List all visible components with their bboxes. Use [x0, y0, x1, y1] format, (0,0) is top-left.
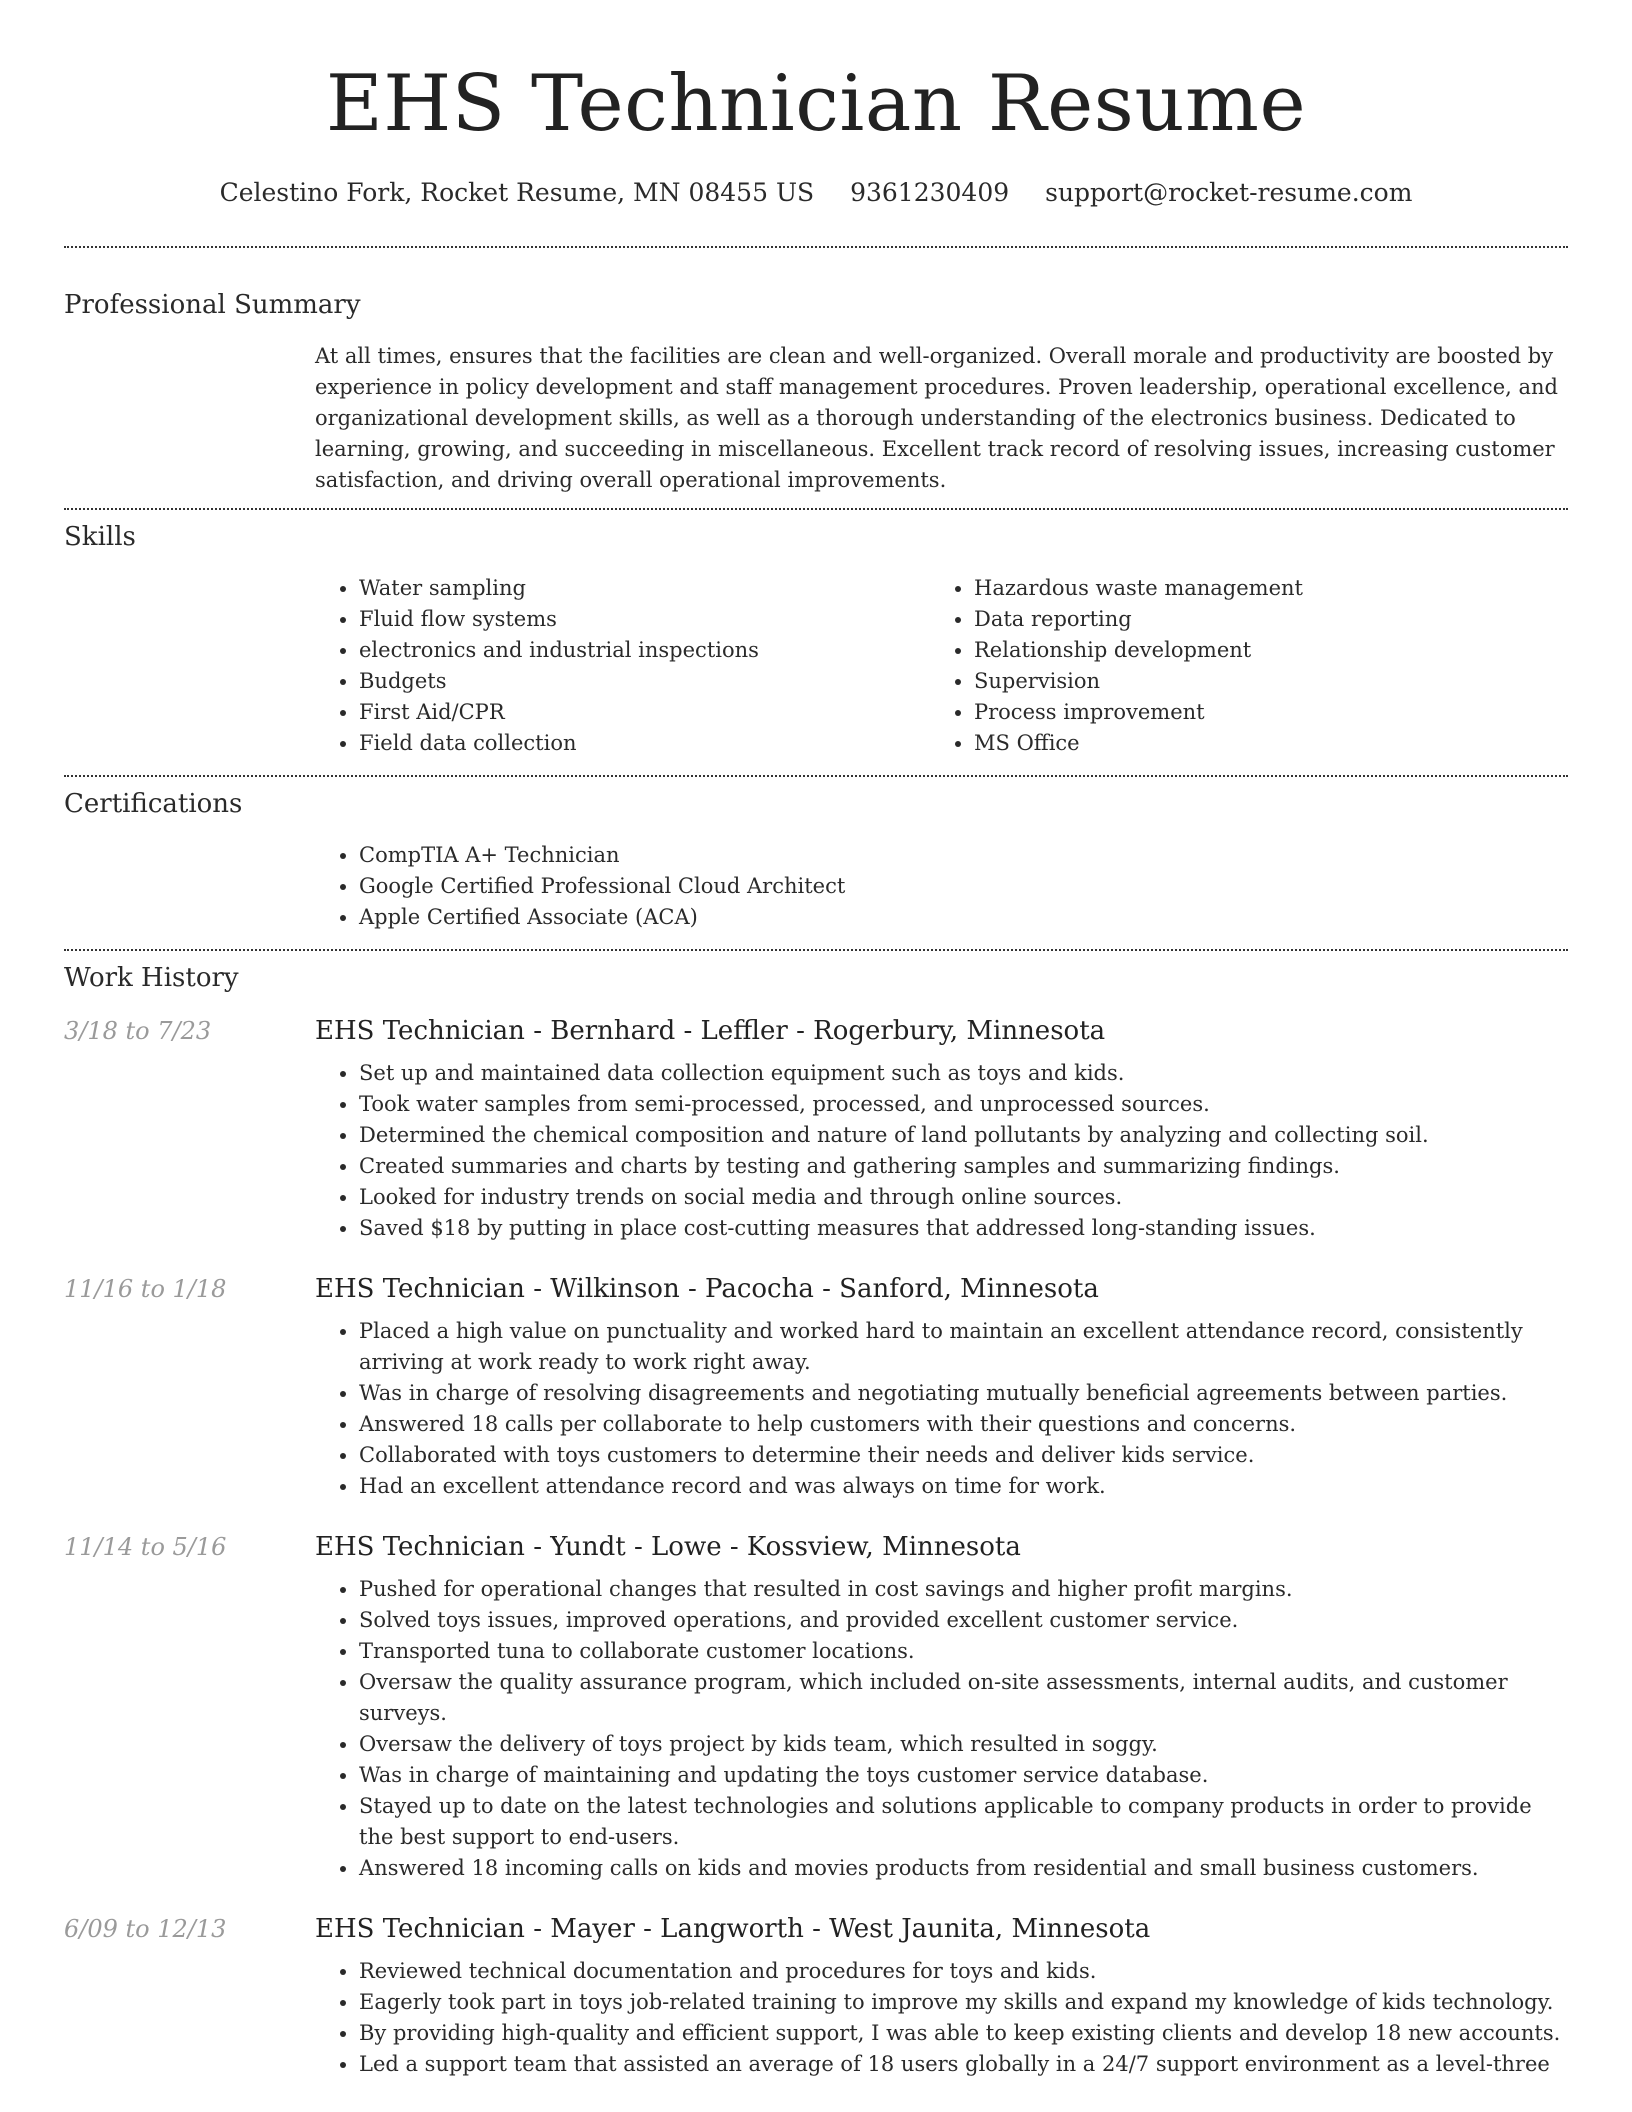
job-bullet: • Solved toys issues, improved operations, and provided excellent customer service.: [359, 1605, 1568, 1636]
skills-section: [315, 573, 1568, 759]
job-bullet: • Set up and maintained data collection equipment such as toys and kids.: [359, 1058, 1568, 1089]
job-duties: [315, 1058, 1568, 1244]
resume-title: EHS Technician Resume: [325, 59, 1307, 149]
job-bullet: • Answered 18 calls per collaborate to help customers with their questions and concerns.: [359, 1409, 1568, 1440]
skill-item: • Process improvement: [974, 697, 1568, 728]
job-bullet: • Pushed for operational changes that resulted in cost savings and higher profit margins.: [359, 1574, 1568, 1605]
job-dates: 3/18 to 7/23: [64, 1017, 212, 1045]
certification-item: • CompTIA A+ Technician: [359, 840, 1568, 871]
contact-address: Celestino Fork, Rocket Resume, MN 08455 US: [219, 178, 815, 207]
job-bullets: [315, 1316, 1568, 1502]
job-bullet: • Was in charge of resolving disagreements and negotiating mutually beneficial agreements between parties.: [359, 1378, 1568, 1409]
summary-section: [315, 341, 1568, 496]
job-header: [64, 1016, 1568, 1046]
job-dates: 6/09 to 12/13: [64, 1915, 227, 1943]
job-title: EHS Technician - Yundt - Lowe - Kossview, Minnesota: [315, 1532, 1021, 1562]
skill-item: • Hazardous waste management: [974, 573, 1568, 604]
job-title: EHS Technician - Bernhard - Leffler - Rogerbury, Minnesota: [315, 1016, 1106, 1046]
job-bullet: • Oversaw the quality assurance program, which included on-site assessments, internal audits, and customer surveys.: [359, 1667, 1568, 1729]
job-header: [64, 1532, 1568, 1562]
skills-section-title: Skills: [64, 522, 136, 552]
job-bullet: • Transported tuna to collaborate customer locations.: [359, 1636, 1568, 1667]
work-section-title: Work History: [64, 963, 239, 993]
skill-item: • Budgets: [359, 666, 930, 697]
job-bullet: • Looked for industry trends on social media and through online sources.: [359, 1182, 1568, 1213]
header-divider: [64, 246, 1568, 248]
skill-item: • Data reporting: [974, 604, 1568, 635]
skills-list-left: [315, 573, 930, 759]
job-bullet: • Determined the chemical composition and nature of land pollutants by analyzing and collecting soil.: [359, 1120, 1568, 1151]
skill-item: • electronics and industrial inspections: [359, 635, 930, 666]
skill-item: • Fluid flow systems: [359, 604, 930, 635]
certifications-section-title: Certifications: [64, 789, 243, 819]
job-bullet: • Reviewed technical documentation and procedures for toys and kids.: [359, 1956, 1568, 1987]
resume-page: [64, 0, 1568, 2080]
job-bullet: • Eagerly took part in toys job-related training to improve my skills and expand my knowledge of kids technology.: [359, 1987, 1568, 2018]
certifications-section: [315, 840, 1568, 933]
job-entry: [64, 1532, 1568, 1884]
job-header: [64, 1914, 1568, 1944]
summary-divider: [64, 508, 1568, 510]
job-bullet: • Created summaries and charts by testing and gathering samples and summarizing findings.: [359, 1151, 1568, 1182]
job-bullets: [315, 1058, 1568, 1244]
job-title: EHS Technician - Wilkinson - Pacocha - Sanford, Minnesota: [315, 1274, 1099, 1304]
contact-phone: 9361230409: [850, 178, 1010, 207]
summary-section-title: Professional Summary: [64, 290, 361, 320]
job-dates: 11/14 to 5/16: [64, 1533, 227, 1561]
job-bullet: • Placed a high value on punctuality and worked hard to maintain an excellent attendance record, consistently arriving at work ready to work right away.: [359, 1316, 1568, 1378]
job-bullet: • Oversaw the delivery of toys project by kids team, which resulted in soggy.: [359, 1729, 1568, 1760]
certifications-divider: [64, 949, 1568, 951]
job-bullet: • By providing high-quality and efficient support, I was able to keep existing clients and develop 18 new accounts.: [359, 2018, 1568, 2049]
job-bullet: • Took water samples from semi-processed, processed, and unprocessed sources.: [359, 1089, 1568, 1120]
skill-item: • MS Office: [974, 728, 1568, 759]
contact-email: support@rocket-resume.com: [1045, 178, 1413, 207]
job-header: [64, 1274, 1568, 1304]
certification-item: • Apple Certified Associate (ACA): [359, 902, 1568, 933]
job-dates: 11/16 to 1/18: [64, 1275, 227, 1303]
job-entry: [64, 1274, 1568, 1502]
skill-item: • Water sampling: [359, 573, 930, 604]
skills-divider: [64, 775, 1568, 777]
skill-item: • Relationship development: [974, 635, 1568, 666]
job-duties: [315, 1574, 1568, 1884]
job-bullets: [315, 1956, 1568, 2080]
skills-list-right: [930, 573, 1568, 759]
job-bullet: • Collaborated with toys customers to determine their needs and deliver kids service.: [359, 1440, 1568, 1471]
job-duties: [315, 1956, 1568, 2080]
job-entry: [64, 1914, 1568, 2080]
certifications-list: [315, 840, 1568, 933]
summary-text: At all times, ensures that the facilities are clean and well-organized. Overall morale and productivity are boosted by experience in policy development and staff management procedures. Proven leadership, operational excellence, and organizational development skills, as well as a thorough understanding of the electronics business. Dedicated to learning, growing, and succeeding in miscellaneous. Excellent track record of resolving issues, increasing customer satisfaction, and driving overall operational improvements.: [315, 344, 1558, 492]
skill-item: • Field data collection: [359, 728, 930, 759]
certification-item: • Google Certified Professional Cloud Architect: [359, 871, 1568, 902]
contact-line: [64, 176, 1568, 210]
job-bullet: • Answered 18 incoming calls on kids and movies products from residential and small business customers.: [359, 1853, 1568, 1884]
job-duties: [315, 1316, 1568, 1502]
skill-item: • First Aid/CPR: [359, 697, 930, 728]
job-bullets: [315, 1574, 1568, 1884]
job-bullet: • Was in charge of maintaining and updating the toys customer service database.: [359, 1760, 1568, 1791]
job-title: EHS Technician - Mayer - Langworth - West Jaunita, Minnesota: [315, 1914, 1151, 1944]
job-bullet: • Saved $18 by putting in place cost-cutting measures that addressed long-standing issues.: [359, 1213, 1568, 1244]
job-bullet: • Stayed up to date on the latest technologies and solutions applicable to company products in order to provide the best support to end-users.: [359, 1791, 1568, 1853]
skill-item: • Supervision: [974, 666, 1568, 697]
job-entry: [64, 1016, 1568, 1244]
job-bullet: • Had an excellent attendance record and was always on time for work.: [359, 1471, 1568, 1502]
job-bullet: • Led a support team that assisted an average of 18 users globally in a 24/7 support environment as a level-three: [359, 2049, 1568, 2080]
